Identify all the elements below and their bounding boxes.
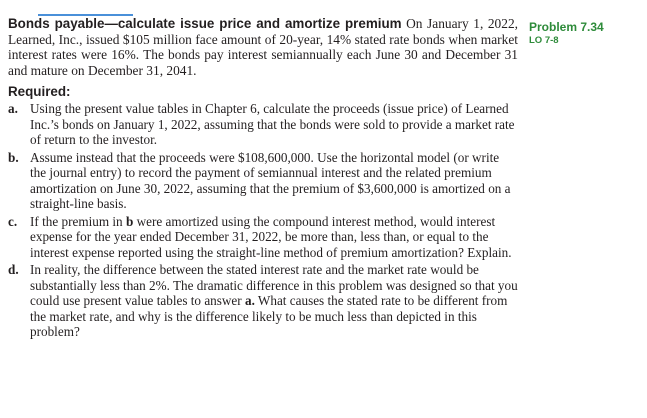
requirement-text-part: In reality, the difference between the stated interest rate and the market rate would be substantially less than 2%. The dramatic difference in this problem was designed so that you could use present value tables to answer bbox=[30, 262, 518, 308]
requirement-letter: d. bbox=[8, 262, 19, 277]
requirement-b bbox=[8, 150, 518, 212]
requirement-text bbox=[30, 262, 518, 340]
problem-number: Problem 7.34 bbox=[529, 20, 604, 34]
requirement-reference: a. bbox=[244, 293, 255, 308]
problem-body bbox=[8, 16, 518, 342]
requirement-text-part: were amortized using the compound interest method, would interest expense for the year ended December 31, 2022, be more than, less than, or equal to the interest expense reported using the straight-line method of premium amortization? Explain. bbox=[30, 213, 512, 260]
requirement-text: Assume instead that the proceeds were $108,600,000. Use the horizontal model (or write the journal entry) to record the payment of semiannual interest and the related premium amortization on June 30, 2022, assuming that the premium of $3,600,000 is amortized on a straight-line basis. bbox=[30, 149, 511, 211]
problem-intro-text: On January 1, 2022, Learned, Inc., issued $105 million face amount of 20-year, 14% stated rate bonds when market interest rates were 16%. The bonds pay interest semiannually each June 30 and December 31 and mature on December 31, 2041. bbox=[8, 16, 518, 78]
requirement-text bbox=[30, 214, 518, 261]
requirement-d bbox=[8, 262, 518, 340]
problem-title: Bonds payable—calculate issue price and amortize premium bbox=[8, 16, 402, 31]
required-heading: Required: bbox=[8, 84, 71, 99]
problem-sidebar bbox=[529, 20, 639, 48]
requirement-text-part: What causes the stated rate to be different from the market rate, and why is the difference likely to be much less than depicted in this problem? bbox=[30, 293, 508, 339]
problem-intro bbox=[8, 16, 518, 78]
requirement-letter: c. bbox=[8, 213, 18, 229]
requirement-letter: a. bbox=[8, 101, 18, 116]
requirement-a bbox=[8, 101, 518, 148]
requirement-text: Using the present value tables in Chapter 6, calculate the proceeds (issue price) of Learned Inc.’s bonds on January 1, 2022, assuming that the bonds were sold to provide a market rate of return to the investor. bbox=[30, 101, 515, 147]
requirement-text-part: If the premium in bbox=[30, 213, 126, 229]
learning-objective: LO 7-8 bbox=[529, 35, 559, 46]
requirement-c bbox=[8, 214, 518, 261]
requirement-reference: b bbox=[125, 213, 134, 229]
requirement-letter: b. bbox=[8, 149, 19, 165]
